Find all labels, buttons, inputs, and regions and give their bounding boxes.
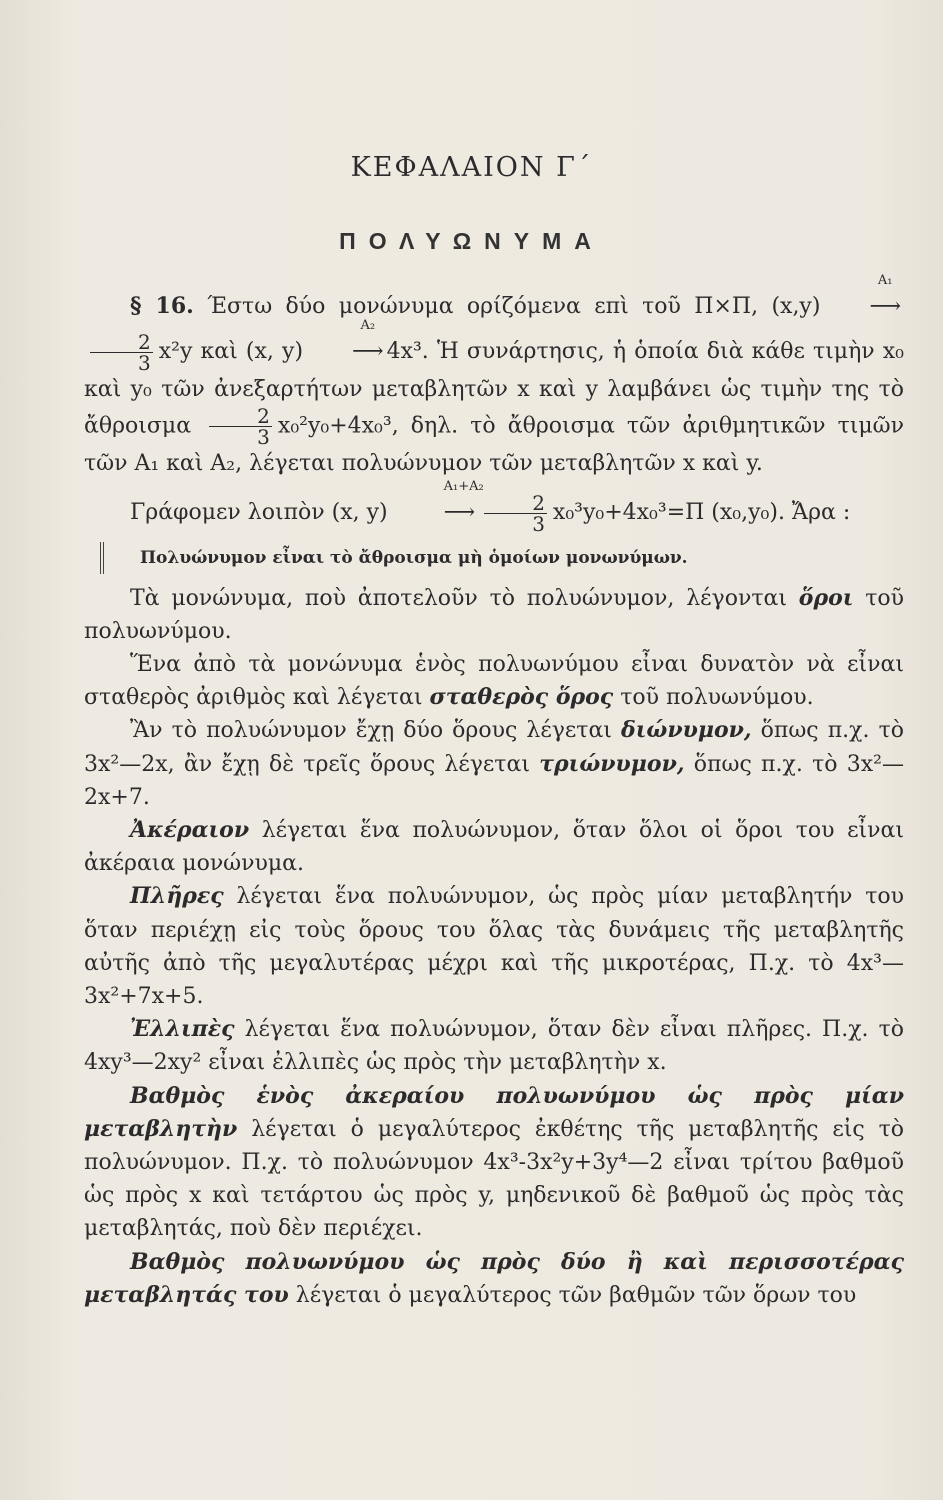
section-paragraph [84,273,904,480]
fraction-two-thirds [90,329,153,375]
notation-post: x₀³y₀+4x₀³=Π (x₀,y₀). Ἄρα : [552,500,851,526]
monomial-1-term: x²y [158,339,193,365]
emphasis-term: Ἐλλιπὲς [130,1016,235,1043]
emphasis-term: Ἀκέραιον [130,817,250,844]
page-title: ΠΟΛΥΩΝΥΜΑ [339,228,604,254]
fraction-numerator: 2 [90,332,153,353]
conjunction: καὶ [200,339,238,365]
notation-fraction [484,490,547,536]
emphasis-term: διώνυμον, [621,717,752,744]
text: ὅπως π.χ. τὸ 3x²—2x, ἂν ἔχῃ δὲ τρεῖς ὅρους λέγεται [84,718,905,777]
text: Ἂν τὸ πολυώνυμον ἔχῃ δύο ὅρους λέγεται [130,718,612,744]
arrow-label-sum: A₁+A₂ [443,479,484,495]
paragraph-binomial [84,714,904,814]
sum-fraction [209,403,272,449]
text: τοῦ πολυωνύμου. [620,685,814,711]
arrow-label-a2: A₂ [360,318,376,334]
page-body [84,273,905,1312]
chapter-heading: ΚΕΦΑΛΑΙΟΝ Γ΄ [350,152,593,183]
text: λέγεται ἕνα πολυώνυμον, ὅταν ὅλοι οἱ ὅροι του εἶναι ἀκέραια μονώνυμα. [84,818,904,877]
text: λέγεται ὁ μεγαλύτερος τῶν βαθμῶν τῶν ὅρων του [295,1282,857,1308]
text: λέγεται ἕνα πολυώνυμον, ὡς πρὸς μίαν μεταβλητήν του ὅταν περιέχῃ εἰς τοὺς ὅρους του ὅλας τὰς δυνάμεις τῆς μεταβλητῆς αὐτῆς ἀπὸ τῆς μεγαλυτέρας μέχρι καὶ τῆς μικροτέρας, Π.χ. τὸ 4x³—3x²+7x+5. [84,884,904,1010]
mapping-arrow-a1: A₁ ⟶ [823,278,901,323]
mapping-arrow-a2: A₂ ⟶ [306,323,384,368]
paragraph-integer [84,814,904,880]
text: Ἕνα ἀπὸ τὰ μονώνυμα ἑνὸς πολυωνύμου εἶναι δυνατὸν νὰ εἶναι σταθερὸς ἀριθμὸς καὶ λέγεται [84,652,904,711]
sum-expression: x₀²y₀+4x₀³ [277,413,392,439]
text: τοῦ πολυωνύμου. [84,585,904,644]
text: Τὰ μονώνυμα, ποὺ ἀποτελοῦν τὸ πολυώνυμον, λέγονται [130,585,787,611]
definition-text-b: , δηλ. τὸ ἄθροισμα τῶν ἀριθμητικῶν τιμῶν τῶν A₁ καὶ A₂, λέγεται πολυώνυμον τῶν μεταβλητῶν x καὶ y. [84,413,904,476]
text: ὅπως π.χ. τὸ 3x²—2x+7. [84,751,904,810]
fraction-denominator: 3 [532,511,545,536]
monomial-2-term: 4x³. [386,339,429,365]
fraction-numerator: 2 [209,406,272,427]
emphasis-term: τριώνυμον, [539,750,685,777]
paragraph-complete [84,880,904,1013]
emphasis-term: Βαθμὸς ἑνὸς ἀκεραίου πολυωνύμου ὡς πρὸς μίαν μεταβλητὴν [84,1082,904,1142]
definition-text-a: Ἡ συνάρτησις, ἡ ὁποία διὰ κάθε τιμὴν x₀ καὶ y₀ τῶν ἀνεξαρτήτων μεταβλητῶν x καὶ y λαμβάνει ὡς τιμὴν της τὸ ἄθροισμα [84,339,904,439]
paragraph-incomplete [84,1013,904,1079]
text: λέγεται ἕνα πολυώνυμον, ὅταν δὲν εἶναι πλῆρες. Π.χ. τὸ 4xy³—2xy² εἶναι ἐλλιπὲς ὡς πρὸς τὴν μεταβλητὴν x. [84,1017,904,1076]
paragraph-terms [84,582,904,648]
section-mark: § 16. [130,293,194,319]
section-intro: Έστω δύο μονώνυμα ορίζόμενα επὶ τοῦ Π×Π, [207,294,759,319]
text: λέγεται ὁ μεγαλύτερος ἐκθέτης τῆς μεταβλητῆς εἰς τὸ πολυώνυμον. Π.χ. τὸ πολυώνυμον 4x³-3x²y+3y⁴—2 εἶναι τρίτου βαθμοῦ ὡς πρὸς x καὶ τετάρτου ὡς πρὸς y, μηδενικοῦ δὲ βαθμοῦ ὡς πρὸς τὰς μεταβλητάς, ποὺ δὲν περιέχει. [84,1116,904,1242]
notation-pre: Γράφομεν λοιπὸν (x, y) [130,500,388,526]
arrow-label-a1: A₁ [877,273,893,288]
fraction-numerator: 2 [484,493,547,514]
paragraph-degree-many [84,1246,904,1312]
emphasis-term: Βαθμὸς πολυωνύμου ὡς πρὸς δύο ἢ καὶ περισσοτέρας μεταβλητάς του [84,1248,904,1308]
fraction-denominator: 3 [257,424,270,449]
fraction-denominator: 3 [138,350,151,375]
monomial-1-lhs: (x,y) [771,294,821,319]
definition-box: Πολυώνυμον εἶναι τὸ ἄθροισμα μὴ ὁμοίων μονωνύμων. [100,542,904,574]
emphasis-term: Πλῆρες [130,883,224,910]
emphasis-term: σταθερὸς ὅρος [429,684,614,711]
mapping-arrow-sum: A₁+A₂ ⟶ [398,484,476,529]
monomial-2-lhs: (x, y) [245,339,304,365]
paragraph-constant [84,648,904,714]
paragraph-degree-one [84,1080,904,1246]
notation-paragraph [84,479,904,536]
emphasis-term: ὅροι [798,584,854,611]
